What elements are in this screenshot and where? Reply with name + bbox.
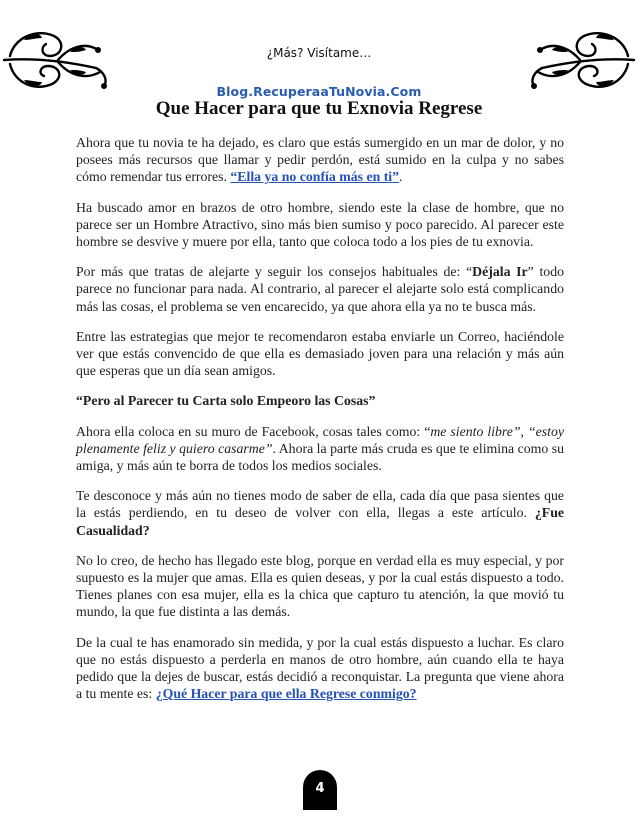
paragraph-9 xyxy=(76,634,564,703)
paragraph-7-text: Te desconoce y más aún no tienes modo de saber de ella, cada día que pasa sientes que la estás perdiendo, en tu deseo de volver con ella, llegas a este artículo. xyxy=(76,488,564,521)
article-body xyxy=(76,134,564,715)
header-visit-link[interactable]: ¿Más? Visítame… xyxy=(266,46,372,60)
paragraph-3-text: Por más que tratas de alejarte y seguir los consejos habituales de: “ xyxy=(76,264,473,280)
paragraph-4: Entre las estrategias que mejor te recomendaron estaba enviarle un Correo, haciéndole ver que estás convencido de que ella es demasiado joven para una relación y más aún que esperas que un día sean amigos. xyxy=(76,328,564,379)
page-number-badge: 4 xyxy=(303,770,337,810)
page-title: Que Hacer para que tu Exnovia Regrese xyxy=(155,98,483,119)
paragraph-8: No lo creo, de hecho has llegado este blog, porque en verdad ella es muy especial, y por supuesto es la mujer que amas. Ella es quien deseas, y por la cual estás dispuesto a todo. Tienes planes con esa mujer, ella es la chica que capturo tu atención, la que movió tu mundo, la que fue distinta a las demás. xyxy=(76,552,564,620)
paragraph-1-text: Ahora que tu novia te ha dejado, es claro que estás sumergido en un mar de dolor, y no posees más recursos que llamar y pedir perdón, está sumido en la culpa y no sabes cómo remendar tus errores. xyxy=(76,135,564,185)
paragraph-3 xyxy=(76,263,564,315)
paragraph-6-end: . Ahora la parte más cruda es que te elimina como su amiga, y más aún te borra de todos los medios sociales. xyxy=(76,440,565,474)
paragraph-6 xyxy=(76,423,564,475)
paragraph-1 xyxy=(76,134,564,186)
header-blog-link[interactable]: Blog.RecuperaaTuNovia.Com xyxy=(216,84,422,99)
fue-casualidad-emphasis: ¿Fue Casualidad? xyxy=(76,505,564,538)
paragraph-3-end: ” todo parece no funcionar para nada. Al contrario, al parecer el alejarte solo está complicando más las cosas, el problema se ven encarecido, ya que ahora ella ya no te busca más. xyxy=(76,264,564,314)
ella-no-confia-link[interactable]: “Ella ya no confía más en ti” xyxy=(230,169,400,185)
paragraph-1-end: . xyxy=(399,169,403,185)
paragraph-2: Ha buscado amor en brazos de otro hombre, siendo este la clase de hombre, que no parece ser un Hombre Atractivo, sino más bien sumiso y poco parecido. Al parecer este hombre se desvive y muere por ella, tanto que coloca todo a los pies de tu exnovia. xyxy=(76,199,564,250)
que-hacer-link[interactable]: ¿Qué Hacer para que ella Regrese conmigo? xyxy=(155,686,417,702)
facebook-quote: me siento libre”, “estoy plenamente feliz y quiero casarme” xyxy=(76,423,564,456)
section-heading: “Pero al Parecer tu Carta solo Empeoro las Cosas” xyxy=(76,393,376,409)
dejala-ir-emphasis: Déjala Ir xyxy=(472,264,528,280)
paragraph-9-text: De la cual te has enamorado sin medida, y por la cual estás dispuesto a luchar. Es claro que no estás dispuesto a perderla en manos de otro hombre, aún cuando ella te haya pedido que la dejes de buscar, estás decidió a reconquistar. La pregunta que viene ahora a tu mente es: xyxy=(76,634,564,702)
paragraph-6-text: Ahora ella coloca en su muro de Facebook, cosas tales como: “ xyxy=(76,423,431,439)
paragraph-7 xyxy=(76,487,564,539)
